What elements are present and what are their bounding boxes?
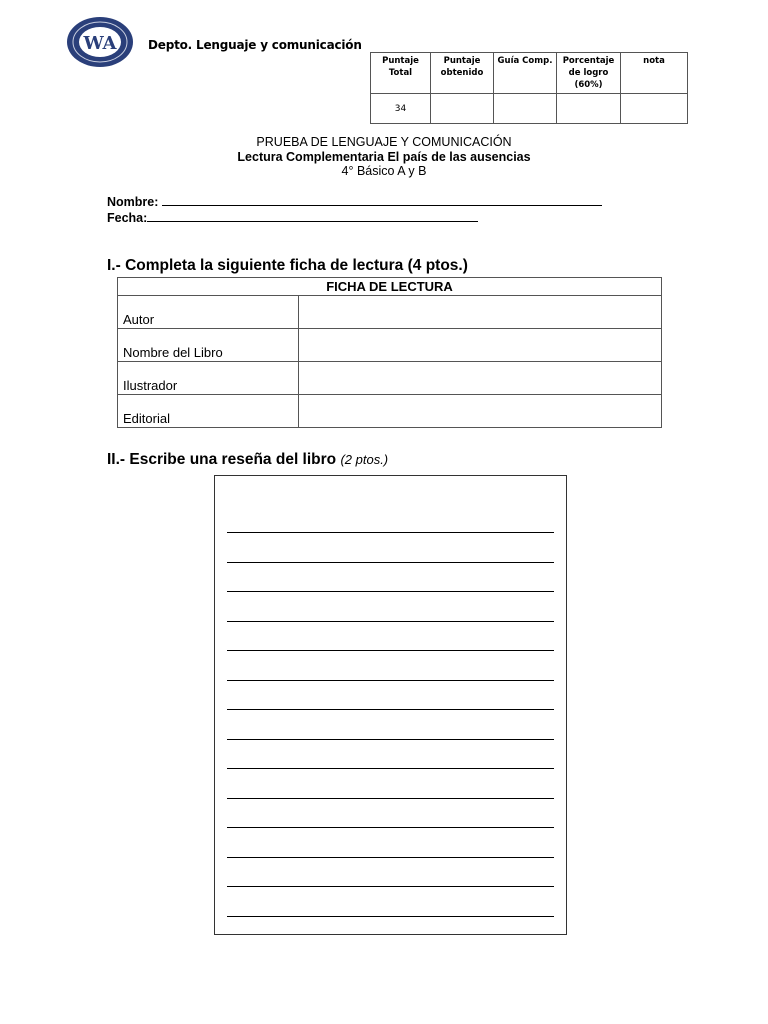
test-grade: 4° Básico A y B — [341, 164, 427, 178]
score-table — [370, 52, 688, 124]
score-grade-cell[interactable] — [621, 94, 688, 124]
section1-heading: I.- Completa la siguiente ficha de lectura (4 ptos.) — [107, 257, 468, 274]
writing-line — [227, 857, 554, 858]
score-obtained-cell[interactable] — [431, 94, 494, 124]
writing-line — [227, 650, 554, 651]
name-field — [107, 194, 602, 209]
row-label-author: Autor — [118, 296, 299, 329]
section2-heading — [107, 451, 388, 469]
score-header-total: Puntaje Total — [371, 53, 431, 94]
score-header-guide: Guía Comp. — [494, 53, 557, 94]
test-title: PRUEBA DE LENGUAJE Y COMUNICACIÓN — [256, 135, 512, 149]
score-guide-cell[interactable] — [494, 94, 557, 124]
writing-line — [227, 739, 554, 740]
score-header-grade: nota — [621, 53, 688, 94]
writing-line — [227, 886, 554, 887]
reading-card-table — [117, 277, 662, 428]
writing-line — [227, 562, 554, 563]
section2-points: (2 ptos.) — [340, 452, 389, 467]
writing-line — [227, 768, 554, 769]
score-total-value: 34 — [371, 94, 431, 124]
review-writing-box[interactable] — [214, 475, 567, 935]
writing-line — [227, 532, 554, 533]
writing-line — [227, 798, 554, 799]
school-crest-icon — [66, 16, 134, 68]
name-input-line[interactable] — [162, 194, 602, 206]
score-percentage-cell[interactable] — [557, 94, 621, 124]
author-answer-cell[interactable] — [299, 296, 662, 329]
date-input-line[interactable] — [147, 210, 478, 222]
writing-line — [227, 709, 554, 710]
department-label: Depto. Lenguaje y comunicación — [148, 38, 362, 52]
row-label-illustrator: Ilustrador — [118, 362, 299, 395]
reading-card-title: FICHA DE LECTURA — [118, 278, 662, 296]
row-label-publisher: Editorial — [118, 395, 299, 428]
row-label-book-name: Nombre del Libro — [118, 329, 299, 362]
score-header-percentage: Porcentaje de logro (60%) — [557, 53, 621, 94]
name-label: Nombre: — [107, 195, 159, 209]
date-field — [107, 210, 478, 225]
publisher-answer-cell[interactable] — [299, 395, 662, 428]
writing-line — [227, 827, 554, 828]
writing-line — [227, 680, 554, 681]
test-subtitle: Lectura Complementaria El país de las ausencias — [237, 150, 531, 164]
writing-line — [227, 591, 554, 592]
date-label: Fecha: — [107, 211, 148, 225]
book-name-answer-cell[interactable] — [299, 329, 662, 362]
illustrator-answer-cell[interactable] — [299, 362, 662, 395]
writing-line — [227, 621, 554, 622]
section2-heading-text: II.- Escribe una reseña del libro — [107, 451, 337, 468]
writing-line — [227, 916, 554, 917]
logo-monogram: WA — [83, 33, 117, 54]
score-header-obtained: Puntaje obtenido — [431, 53, 494, 94]
